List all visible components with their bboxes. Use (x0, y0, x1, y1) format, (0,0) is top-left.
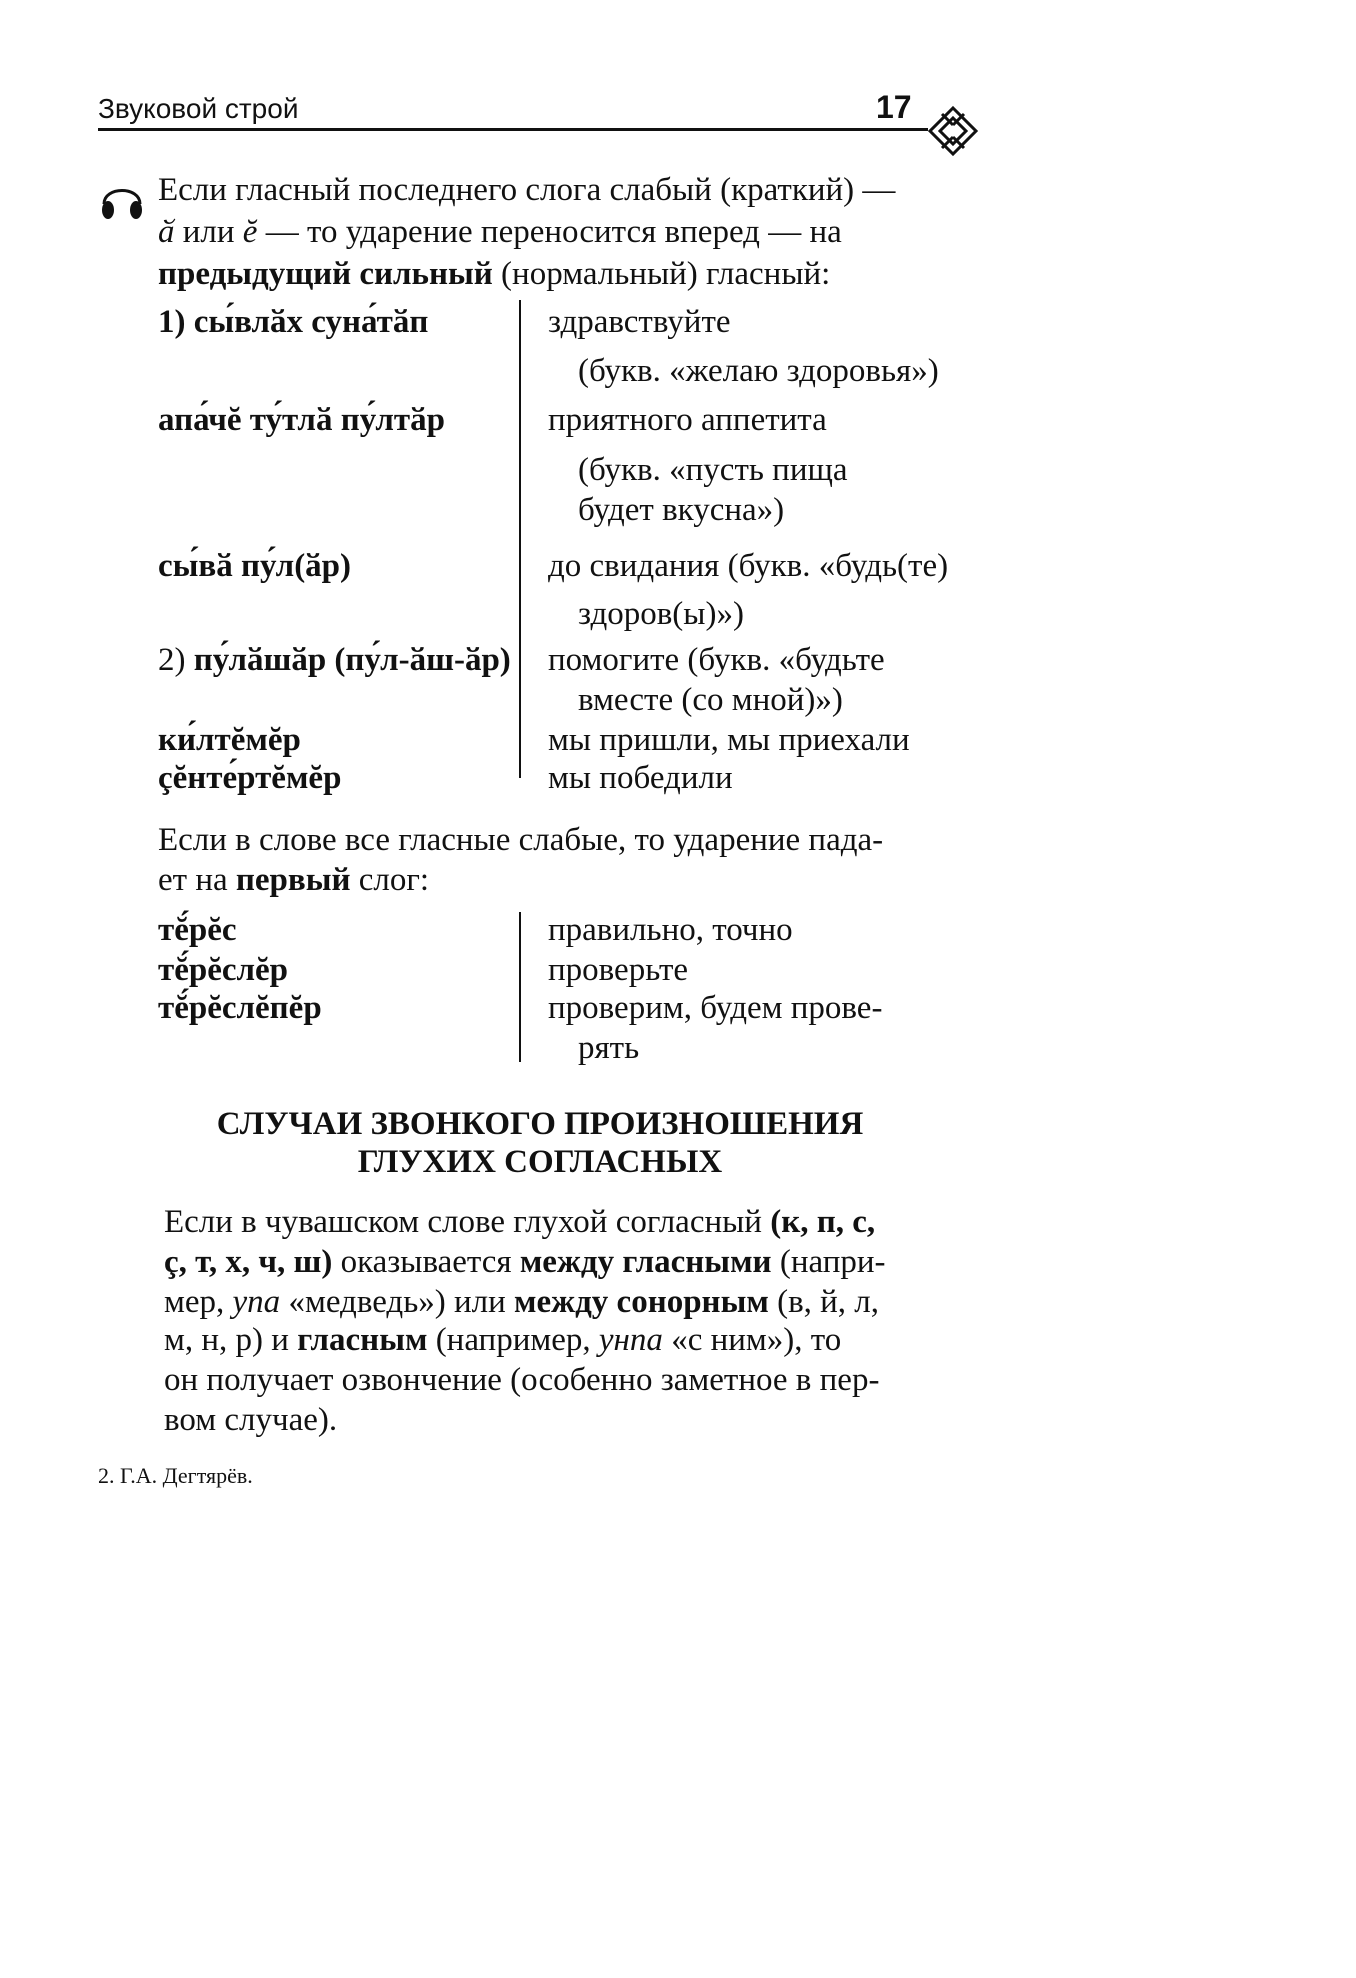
signature-note: 2. Г.А. Дегтярёв. (98, 1463, 253, 1488)
example-9-translation: проверим, будем прове- (548, 990, 883, 1026)
example-1-translation: здравствуйте (548, 304, 731, 340)
table1-divider (519, 300, 521, 778)
example-4-translation: помогите (букв. «будьте (548, 642, 885, 678)
section-title-line-2: ГЛУХИХ СОГЛАСНЫХ (357, 1144, 723, 1180)
ornament-icon (926, 104, 980, 158)
header-rule (98, 128, 928, 131)
section-paragraph-line-3: мер, упа «медведь») или между сонорным (в, й, л, (164, 1284, 880, 1320)
example-1-term: 1) сы́влӑх суна́тӑп (158, 304, 429, 340)
example-3-translation: до свидания (букв. «будь(те) (548, 548, 949, 584)
example-1-note: (букв. «желаю здоровья») (578, 353, 939, 389)
running-title: Звуковой строй (98, 93, 299, 124)
section-paragraph-line-5: он получает озвончение (особенно заметное в пер- (164, 1362, 880, 1398)
example-6-term: çĕнте́ртĕмĕр (158, 760, 342, 796)
section-paragraph-line-2: ç, т, х, ч, ш) оказывается между гласными (напри- (164, 1244, 886, 1280)
rule1-line-3: предыдущий сильный (нормальный) гласный: (158, 256, 831, 292)
example-2-note-2: будет вкусна») (578, 492, 785, 528)
headphones-icon (96, 178, 148, 222)
example-9-note: рять (578, 1030, 640, 1066)
section-paragraph-line-1: Если в чувашском слове глухой согласный (к, п, с, (164, 1204, 876, 1240)
example-2-note-1: (букв. «пусть пища (578, 452, 848, 488)
section-paragraph-line-4: м, н, р) и гласным (например, унпа «с ним»), то (164, 1322, 842, 1358)
rule1-line-1: Если гласный последнего слога слабый (краткий) — (158, 172, 896, 208)
example-5-translation: мы пришли, мы приехали (548, 722, 910, 758)
example-7-term: тĕ́рĕс (158, 912, 237, 948)
example-2-translation: приятного аппетита (548, 402, 827, 438)
section-paragraph-line-6: вом случае). (164, 1402, 338, 1438)
example-3-note: здоров(ы)») (578, 596, 744, 632)
example-2-term: апа́чĕ ту́тлӑ пу́лтӑр (158, 402, 445, 438)
section-title-line-1: СЛУЧАИ ЗВОНКОГО ПРОИЗНОШЕНИЯ (216, 1106, 864, 1142)
page-number: 17 (876, 89, 912, 125)
rule2-line-2: ет на первый слог: (158, 862, 430, 898)
example-8-translation: проверьте (548, 952, 689, 988)
rule2-line-1: Если в слове все гласные слабые, то ударение пада- (158, 822, 884, 858)
rule1-line-2: ӑ или ĕ — то ударение переносится вперед — на (158, 214, 842, 250)
example-3-term: сы́вӑ пу́л(ӑр) (158, 548, 352, 584)
example-4-term: 2) пу́лӑшӑр (пу́л-ӑш-ӑр) (158, 642, 511, 678)
example-7-translation: правильно, точно (548, 912, 793, 948)
example-5-term: ки́лтĕмĕр (158, 722, 301, 758)
table2-divider (519, 912, 521, 1062)
example-6-translation: мы победили (548, 760, 733, 796)
example-4-note: вместе (со мной)») (578, 682, 843, 718)
example-8-term: тĕ́рĕслĕр (158, 952, 289, 988)
example-9-term: тĕ́рĕслĕпĕр (158, 990, 322, 1026)
